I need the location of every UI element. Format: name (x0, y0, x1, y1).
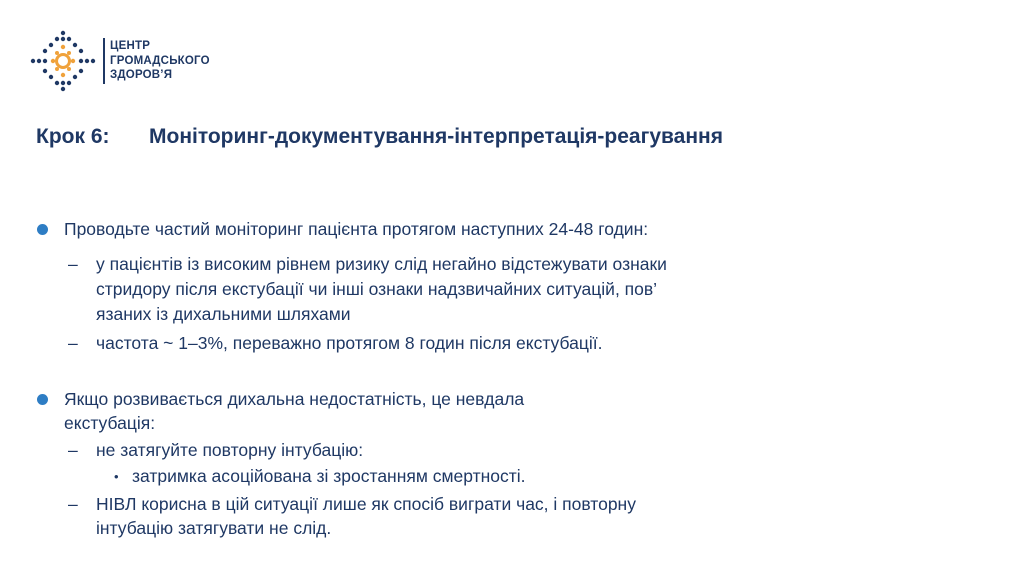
subitem-line: язаних із дихальними шляхами (96, 304, 351, 324)
subitem-line: стридору після екстубації чи інші ознаки надзвичайних ситуацій, пов’ (96, 279, 658, 299)
bullet-text: Проводьте частий моніторинг пацієнта протягом наступних 24-48 годин: (64, 219, 649, 239)
dash-marker: – (68, 440, 78, 460)
logo-line-3: ЗДОРОВ’Я (110, 69, 173, 81)
public-health-center-logo-icon (28, 30, 98, 92)
bullet-text: екстубація: (64, 413, 156, 433)
bullet-marker (37, 224, 48, 235)
logo-line-2: ГРОМАДСЬКОГО (110, 54, 210, 67)
sub-bullet-marker: • (114, 469, 119, 484)
subitem-line: у пацієнтів із високим рівнем ризику слід негайно відстежувати ознаки (96, 254, 667, 274)
dash-marker: – (68, 494, 78, 514)
subitem-line: не затягуйте повторну інтубацію: (96, 440, 364, 460)
logo-line-1: ЦЕНТР (110, 40, 151, 52)
subitem-line: НІВЛ корисна в цій ситуації лише як спосіб виграти час, і повторну (96, 494, 636, 514)
bullet-marker (37, 394, 48, 405)
subitem-line: інтубацію затягувати не слід. (96, 518, 332, 538)
slide-title (36, 125, 723, 149)
dash-marker: – (68, 333, 78, 353)
subsub-line: затримка асоційована зі зростанням смертності. (132, 466, 526, 486)
logo-divider (103, 38, 105, 84)
logo-text (110, 39, 210, 83)
subitem-line: частота ~ 1–3%, переважно протягом 8 годин після екстубації. (96, 333, 603, 353)
title-text: Моніторинг-документування-інтерпретація-реагування (149, 125, 723, 148)
bullet-text: Якщо розвивається дихальна недостатність, це невдала (64, 389, 525, 409)
dash-marker: – (68, 254, 78, 274)
step-label: Крок 6: (36, 125, 110, 148)
